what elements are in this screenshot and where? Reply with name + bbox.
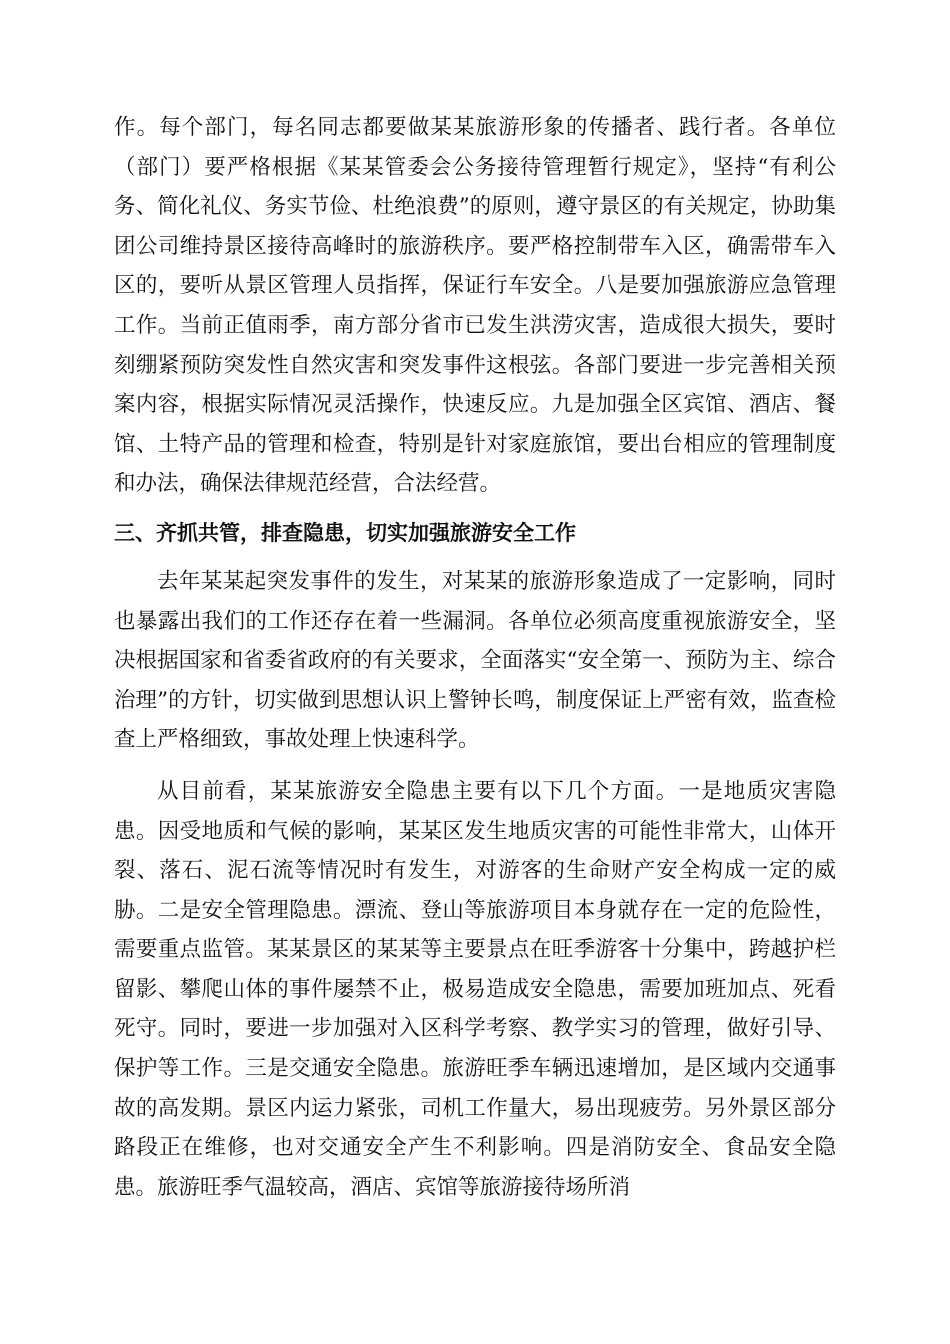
paragraph-continued: 作。每个部门，每名同志都要做某某旅游形象的传播者、践行者。各单位（部门）要严格根据《某某管委会公务接待管理暂行规定》，坚持“有利公务、简化礼仪、务实节俭、杜绝浪费”的原则，遵守景区的有关规定，协助集团公司维持景区接待高峰时的旅游秩序。要严格控制带车入区，确需带车入区的，要听从景区管理人员指挥，保证行车安全。八是要加强旅游应急管理工作。当前正值雨季，南方部分省市已发生洪涝灾害，造成很大损失，要时刻绷紧预防突发性自然灾害和突发事件这根弦。各部门要进一步完善相关预案内容，根据实际情况灵活操作，快速反应。九是加强全区宾馆、酒店、餐馆、土特产品的管理和检查，特别是针对家庭旅馆，要出台相应的管理制度和办法，确保法律规范经营，合法经营。 [114, 115, 836, 497]
document-page [114, 108, 836, 1207]
section-heading-three: 三、齐抓共管，排查隐患，切实加强旅游安全工作 [114, 520, 576, 545]
paragraph-safety-intro: 去年某某起突发事件的发生，对某某的旅游形象造成了一定影响，同时也暴露出我们的工作还存在着一些漏洞。各单位必须高度重视旅游安全，坚决根据国家和省委省政府的有关要求，全面落实“安全第一、预防为主、综合治理”的方针，切实做到思想认识上警钟长鸣，制度保证上严密有效，监查检查上严格细致，事故处理上快速科学。 [114, 568, 836, 753]
paragraph-gap [114, 760, 836, 772]
paragraph-hazards: 从目前看，某某旅游安全隐患主要有以下几个方面。一是地质灾害隐患。因受地质和气候的影响，某某区发生地质灾害的可能性非常大，山体开裂、落石、泥石流等情况时有发生，对游客的生命财产安全构成一定的威胁。二是安全管理隐患。漂流、登山等旅游项目本身就存在一定的危险性，需要重点监管。某某景区的某某等主要景点在旺季游客十分集中，跨越护栏留影、攀爬山体的事件屡禁不止，极易造成安全隐患，需要加班加点、死看死守。同时，要进一步加强对入区科学考察、教学实习的管理，做好引导、保护等工作。三是交通安全隐患。旅游旺季车辆迅速增加，是区域内交通事故的高发期。景区内运力紧张，司机工作量大，易出现疲劳。另外景区部分路段正在维修，也对交通安全产生不利影响。四是消防安全、食品安全隐患。旅游旺季气温较高，酒店、宾馆等旅游接待场所消 [114, 778, 836, 1200]
